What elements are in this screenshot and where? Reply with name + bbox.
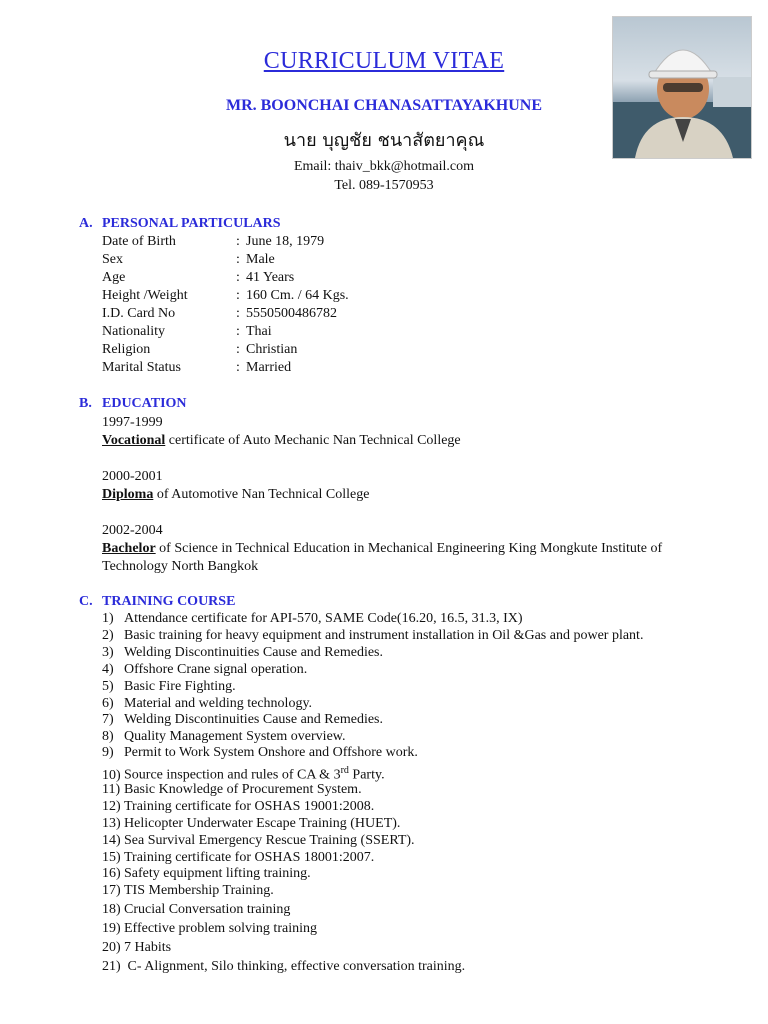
training-text: Helicopter Underwater Escape Training (HUET). (124, 816, 401, 831)
training-number: 4) (102, 662, 114, 677)
personal-value: Thai (246, 324, 272, 339)
training-item (102, 645, 383, 661)
training-text: Material and welding technology. (124, 696, 313, 711)
training-number: 19) (102, 921, 121, 936)
training-number: 8) (102, 729, 114, 744)
training-item (102, 696, 312, 712)
training-number: 15) (102, 850, 121, 865)
section-training-heading (79, 594, 235, 610)
section-letter: C. (79, 594, 93, 609)
education-detail: certificate of Auto Mechanic Nan Technical College (165, 433, 461, 448)
training-number: 20) (102, 940, 121, 955)
personal-label: Sex (102, 252, 123, 267)
training-text: Source inspection and rules of CA & 3 (124, 767, 341, 783)
section-personal-heading (79, 216, 281, 232)
training-text: Safety equipment lifting training. (124, 866, 311, 881)
section-title: EDUCATION (102, 396, 187, 411)
training-text: Offshore Crane signal operation. (124, 662, 308, 677)
personal-row (102, 306, 337, 322)
training-number: 16) (102, 866, 121, 881)
training-text: Attendance certificate for API-570, SAME Code(16.20, 16.5, 31.3, IX) (124, 611, 523, 626)
training-item (102, 902, 290, 918)
training-number: 12) (102, 799, 121, 814)
training-number: 21) (102, 959, 121, 974)
personal-row (102, 252, 275, 268)
colon: : (236, 234, 240, 249)
education-detail: of Automotive Nan Technical College (153, 487, 370, 502)
training-item (102, 940, 171, 956)
email-line: Email: thaiv_bkk@hotmail.com (293, 159, 475, 174)
training-item (102, 729, 345, 745)
education-years: 2002-2004 (102, 523, 163, 538)
training-item (102, 850, 374, 866)
colon: : (236, 252, 240, 267)
training-item (102, 628, 643, 644)
training-item (102, 782, 362, 798)
education-entry (102, 540, 692, 576)
training-text: Basic Fire Fighting. (124, 679, 236, 694)
personal-row (102, 270, 294, 286)
training-item (102, 662, 307, 678)
training-text: Sea Survival Emergency Rescue Training (SSERT). (124, 833, 415, 848)
personal-value: June 18, 1979 (246, 234, 325, 249)
section-education-heading (79, 396, 187, 412)
personal-row (102, 324, 272, 340)
training-number: 13) (102, 816, 121, 831)
personal-label: Height /Weight (102, 288, 188, 303)
training-text: Effective problem solving training (124, 921, 317, 936)
training-number: 17) (102, 883, 121, 898)
training-number: 7) (102, 712, 114, 727)
training-number: 5) (102, 679, 114, 694)
personal-label: I.D. Card No (102, 306, 176, 321)
training-number: 2) (102, 628, 114, 643)
personal-row (102, 234, 324, 250)
personal-row (102, 342, 297, 358)
training-item (102, 833, 415, 849)
section-letter: B. (79, 396, 92, 411)
training-number: 18) (102, 902, 121, 917)
training-item (102, 883, 274, 899)
personal-label: Nationality (102, 324, 165, 339)
colon: : (236, 288, 240, 303)
education-degree: Vocational (102, 433, 166, 448)
training-number: 10) (102, 767, 121, 783)
education-degree: Diploma (102, 487, 154, 502)
section-title: PERSONAL PARTICULARS (102, 216, 281, 231)
personal-row (102, 288, 349, 304)
personal-row (102, 360, 291, 376)
personal-value: Male (246, 252, 275, 267)
candidate-name: MR. BOONCHAI CHANASATTAYAKHUNE (225, 97, 543, 114)
training-text: Basic Knowledge of Procurement System. (124, 782, 362, 797)
telephone-line: Tel. 089-1570953 (334, 178, 434, 193)
training-item (102, 921, 317, 937)
personal-value: Married (246, 360, 292, 375)
candidate-name-thai: นาย บุญชัย ชนาสัตยาคุณ (283, 130, 485, 151)
colon: : (236, 360, 240, 375)
training-number: 14) (102, 833, 121, 848)
training-number: 6) (102, 696, 114, 711)
training-text: Basic training for heavy equipment and instrument installation in Oil &Gas and power plant. (124, 628, 644, 643)
colon: : (236, 270, 240, 285)
personal-label: Age (102, 270, 126, 285)
training-number: 1) (102, 611, 114, 626)
training-text: 7 Habits (124, 940, 172, 955)
section-title: TRAINING COURSE (102, 594, 236, 609)
training-text: TIS Membership Training. (124, 883, 274, 898)
training-number: 9) (102, 745, 114, 760)
training-item (102, 611, 523, 627)
education-years: 1997-1999 (102, 415, 163, 430)
colon: : (236, 342, 240, 357)
personal-value: Christian (246, 342, 298, 357)
training-item (102, 765, 385, 784)
education-entry (102, 486, 702, 504)
training-text: Welding Discontinuities Cause and Remedies. (124, 712, 383, 727)
education-detail: of Science in Technical Education in Mechanical Engineering King Mongkute Institute of Technology North Bangkok (102, 541, 663, 574)
training-number: 3) (102, 645, 114, 660)
education-entry (102, 432, 702, 450)
training-text-after: Party. (348, 767, 385, 783)
training-item (102, 816, 400, 832)
training-item (102, 959, 465, 975)
training-text: Quality Management System overview. (124, 729, 346, 744)
training-text: Training certificate for OSHAS 18001:2007. (124, 850, 375, 865)
training-text: Permit to Work System Onshore and Offshore work. (124, 745, 418, 760)
personal-label: Date of Birth (102, 234, 176, 249)
education-degree: Bachelor (102, 541, 156, 556)
education-years: 2000-2001 (102, 469, 163, 484)
training-item (102, 679, 236, 695)
personal-value: 41 Years (246, 270, 295, 285)
personal-label: Marital Status (102, 360, 181, 375)
personal-value: 160 Cm. / 64 Kgs. (246, 288, 349, 303)
training-text: Training certificate for OSHAS 19001:2008. (124, 799, 375, 814)
training-number: 11) (102, 782, 121, 797)
personal-value: 5550500486782 (246, 306, 337, 321)
colon: : (236, 306, 240, 321)
training-text: Crucial Conversation training (124, 902, 291, 917)
section-letter: A. (79, 216, 93, 231)
personal-label: Religion (102, 342, 151, 357)
training-item (102, 745, 418, 761)
document-title: CURRICULUM VITAE (263, 48, 505, 74)
training-text: C- Alignment, Silo thinking, effective conversation training. (124, 959, 466, 974)
training-superscript: rd (340, 765, 349, 776)
colon: : (236, 324, 240, 339)
training-item (102, 799, 374, 815)
training-item (102, 866, 311, 882)
training-item (102, 712, 383, 728)
training-text: Welding Discontinuities Cause and Remedies. (124, 645, 383, 660)
